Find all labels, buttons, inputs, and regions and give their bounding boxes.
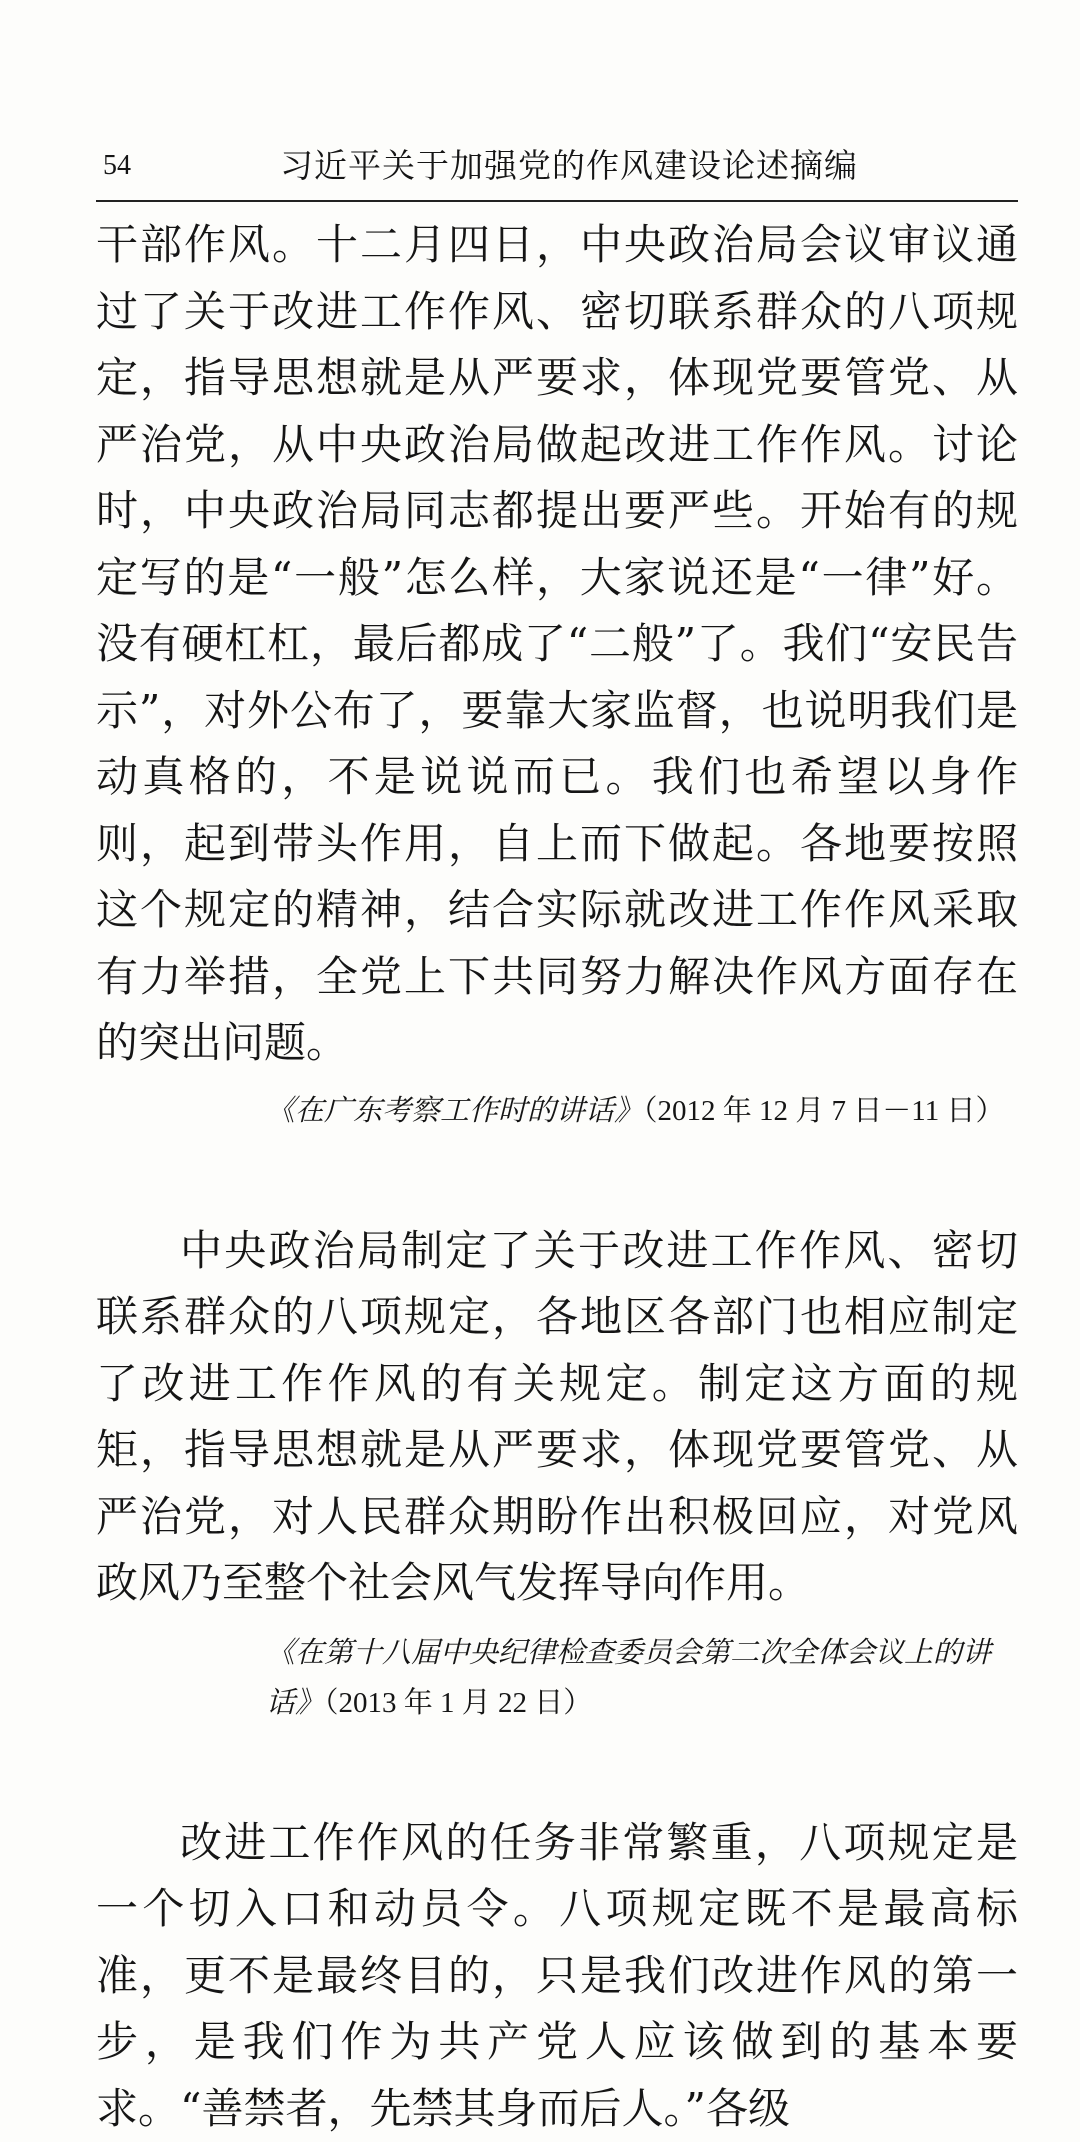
source-date-2: （2013 年 1 月 22 日） bbox=[324, 1687, 592, 1719]
paragraph-1: 干部作风。十二月四日，中央政治局会议审议通过了关于改进工作作风、密切联系群众的八项规定，指导思想就是从严要求，体现党要管党、从严治党，从中央政治局做起改进工作作风。讨论时，中央政治局同志都提出要严些。开始有的规定写的是“一般”怎么样，大家说还是“一律”好。没有硬杠杠，最后都成了“二般”了。我们“安民告示”，对外公布了，要靠大家监督，也说明我们是动真格的，不是说说而已。我们也希望以身作则，起到带头作用，自上而下做起。各地要按照这个规定的精神，结合实际就改进工作作风采取有力举措，全党上下共同努力解决作风方面存在的突出问题。 bbox=[96, 212, 1018, 1077]
source-work-1: 《在广东考察工作时的讲话》 bbox=[266, 1093, 643, 1127]
source-work-2: 《在第十八届中央纪律检查委员会第二次全体会议上的讲话》 bbox=[266, 1635, 991, 1719]
paragraph-3: 改进工作作风的任务非常繁重，八项规定是一个切入口和动员令。八项规定既不是最高标准，更不是最终目的，只是我们改进作风的第一步，是我们作为共产党人应该做到的基本要求。“善禁者，先禁其身而后人。”各级 bbox=[96, 1810, 1018, 2142]
header-rule bbox=[96, 200, 1018, 202]
running-title: 习近平关于加强党的作风建设论述摘编 bbox=[280, 145, 980, 187]
page-number: 54 bbox=[103, 146, 131, 186]
source-date-1: （2012 年 12 月 7 日－11 日） bbox=[643, 1095, 1004, 1127]
spacer bbox=[96, 1728, 1018, 1810]
source-citation-2 bbox=[96, 1627, 1018, 1728]
spacer bbox=[96, 1136, 1018, 1218]
source-citation-1 bbox=[96, 1085, 1018, 1136]
page-body bbox=[96, 212, 1018, 2142]
paragraph-2: 中央政治局制定了关于改进工作作风、密切联系群众的八项规定，各地区各部门也相应制定了改进工作作风的有关规定。制定这方面的规矩，指导思想就是从严要求，体现党要管党、从严治党，对人民群众期盼作出积极回应，对党风政风乃至整个社会风气发挥导向作用。 bbox=[96, 1218, 1018, 1617]
